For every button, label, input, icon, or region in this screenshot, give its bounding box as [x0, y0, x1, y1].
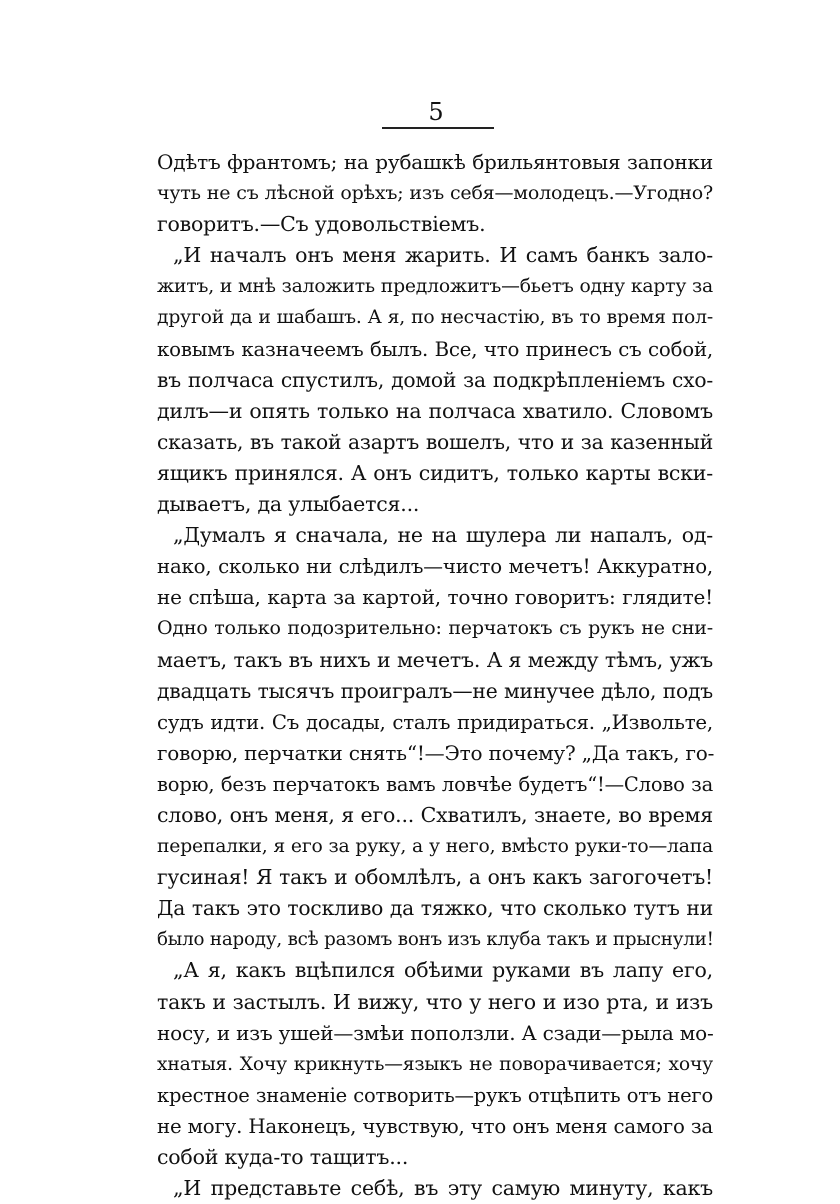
text-line: говоритъ.—Съ удовольствіемъ.	[157, 212, 486, 237]
text-line: такъ и застылъ. И вижу, что у него и изо рта, и изъ	[157, 989, 713, 1014]
text-line: ворю, безъ перчатокъ вамъ ловчѣе будетъ“!—Слово за	[157, 772, 713, 796]
text-line: двадцать тысячъ проигралъ—не минучее дѣло, подъ	[157, 678, 713, 703]
text-line: „И началъ онъ меня жарить. И самъ банкъ зало-	[173, 243, 713, 268]
text-line: чуть не съ лѣсной орѣхъ; изъ себя—молодецъ.—Угодно?	[157, 182, 713, 205]
text-line: судъ идти. Съ досады, сталъ придираться. „Извольте,	[157, 710, 713, 734]
text-line: „Думалъ я сначала, не на шулера ли напалъ, од-	[173, 523, 713, 548]
text-line: маетъ, такъ въ нихъ и мечетъ. А я между тѣмъ, ужъ	[157, 647, 713, 672]
text-line: носу, и изъ ушей—змѣи поползли. А сзади—рыла мо-	[157, 1020, 714, 1045]
text-line: не спѣша, карта за картой, точно говоритъ: глядите!	[157, 585, 713, 610]
text-line: хнатыя. Хочу крикнуть—языкъ не поворачивается; хочу	[157, 1053, 713, 1075]
text-line: ковымъ казначеемъ былъ. Все, что принесъ съ собой,	[157, 337, 713, 361]
page-number: 5	[428, 98, 444, 126]
text-line: ящикъ принялся. А онъ сидитъ, только карты вски-	[157, 460, 713, 485]
text-line: слово, онъ меня, я его... Схватилъ, знаете, во время	[157, 802, 713, 827]
text-line: дываетъ, да улыбается...	[157, 492, 420, 517]
text-line: собой куда-то тащитъ...	[157, 1145, 409, 1169]
body-text	[157, 147, 713, 1204]
text-line: Да такъ это тоскливо да тяжко, что сколько тутъ ни	[157, 896, 713, 921]
text-line: „И представьте себѣ, въ эту самую минуту, какъ	[173, 1176, 713, 1201]
text-line: Одѣтъ франтомъ; на рубашкѣ брильянтовыя запонки	[157, 150, 713, 174]
header-rule	[382, 127, 494, 129]
text-line: было народу, всѣ разомъ вонъ изъ клуба такъ и прыснули!	[157, 929, 714, 951]
text-line: сказать, въ такой азартъ вошелъ, что и за казенный	[157, 429, 713, 454]
text-line: нако, сколько ни слѣдилъ—чисто мечетъ! Аккуратно,	[157, 555, 713, 579]
text-line: крестное знаменіе сотворить—рукъ отцѣпить отъ него	[157, 1083, 713, 1107]
text-line: житъ, и мнѣ заложить предложитъ—бьетъ одну карту за	[157, 276, 713, 298]
text-line: „А я, какъ вцѣпился обѣими руками въ лапу его,	[173, 958, 713, 983]
text-line: перепалки, я его за руку, а у него, вмѣсто руки-то—лапа	[157, 836, 713, 858]
text-line: дилъ—и опять только на полчаса хватило. Словомъ	[157, 398, 713, 423]
text-line: Одно только подозрительно: перчатокъ съ рукъ не сни-	[157, 617, 713, 640]
text-line: говорю, перчатки снять“!—Это почему? „Да такъ, го-	[157, 740, 715, 765]
text-line: не могу. Наконецъ, чувствую, что онъ меня самого за	[157, 1114, 713, 1138]
text-line: въ полчаса спустилъ, домой за подкрѣпленіемъ схо-	[157, 367, 713, 392]
text-line: другой да и шабашъ. А я, по несчастію, въ то время пол-	[157, 307, 713, 329]
text-line: гусиная! Я такъ и обомлѣлъ, а онъ какъ загогочетъ!	[157, 865, 713, 890]
